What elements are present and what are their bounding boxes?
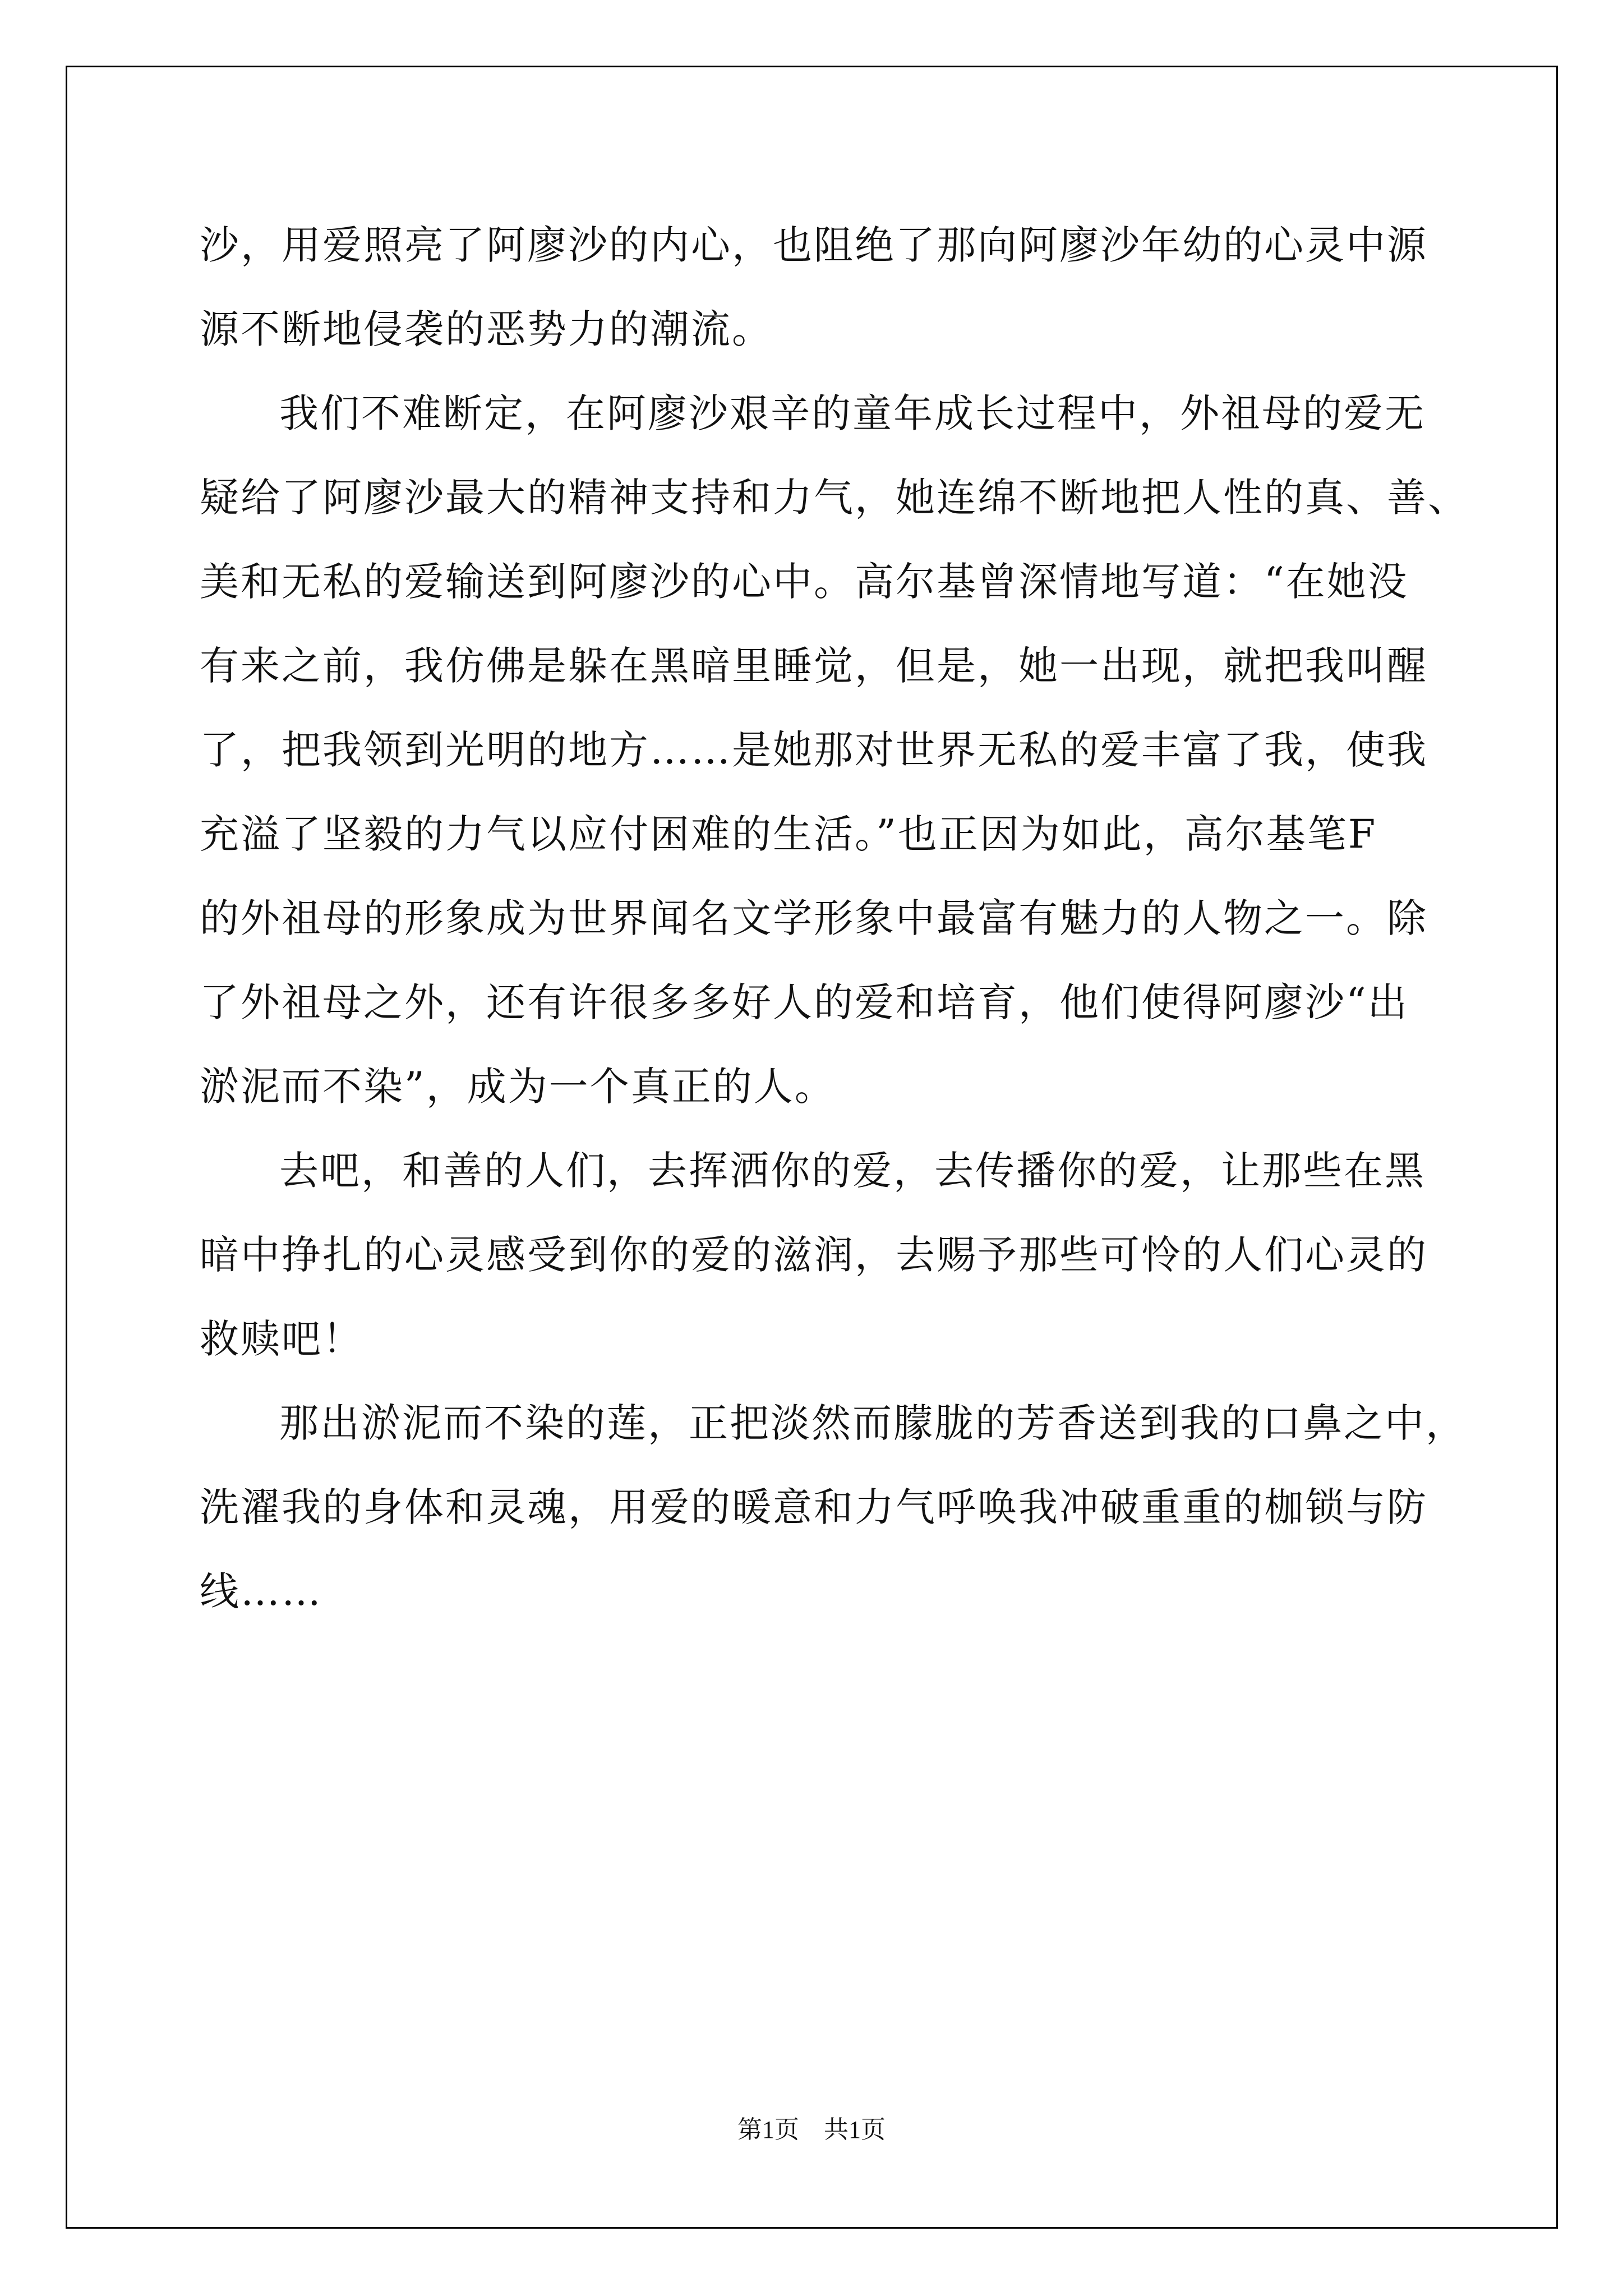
text-line: 了，把我领到光明的地方……是她那对世界无私的爱丰富了我，使我 — [200, 727, 1428, 773]
text-line: 那出淤泥而不染的莲，正把淡然而朦胧的芳香送到我的口鼻之中， — [279, 1400, 1467, 1446]
text-line: 有来之前，我仿佛是躲在黑暗里睡觉，但是，她一出现，就把我叫醒 — [200, 643, 1428, 689]
text-line: 的外祖母的形象成为世界闻名文学形象中最富有魅力的人物之一。除 — [200, 895, 1428, 941]
text-line: 洗濯我的身体和灵魂，用爱的暖意和力气呼唤我冲破重重的枷锁与防 — [200, 1484, 1428, 1530]
text-line: 暗中挣扎的心灵感受到你的爱的滋润，去赐予那些可怜的人们心灵的 — [200, 1232, 1428, 1278]
text-line: 美和无私的爱输送到阿廖沙的心中。高尔基曾深情地写道：“在她没 — [200, 559, 1409, 605]
text-line: 线…… — [200, 1568, 322, 1614]
text-line: 沙，用爱照亮了阿廖沙的内心，也阻绝了那向阿廖沙年幼的心灵中源 — [200, 222, 1428, 268]
text-line: 救赎吧！ — [200, 1316, 363, 1362]
text-line: 了外祖母之外，还有许很多多好人的爱和培育，他们使得阿廖沙“出 — [200, 979, 1409, 1025]
text-line: 疑给了阿廖沙最大的精神支持和力气，她连绵不断地把人性的真、善、 — [200, 475, 1469, 521]
text-line: 源不断地侵袭的恶势力的潮流。 — [200, 306, 773, 352]
text-line: 淤泥而不染”，成为一个真正的人。 — [200, 1064, 836, 1110]
page-number-footer: 第1页 共1页 — [737, 2116, 886, 2143]
text-line: 充溢了坚毅的力气以应付困难的生活。”也正因为如此，高尔基笔F — [200, 811, 1377, 857]
text-line: 我们不难断定，在阿廖沙艰辛的童年成长过程中，外祖母的爱无 — [279, 390, 1426, 436]
text-line: 去吧，和善的人们，去挥洒你的爱，去传播你的爱，让那些在黑 — [279, 1148, 1426, 1194]
document-body — [200, 203, 1469, 1634]
